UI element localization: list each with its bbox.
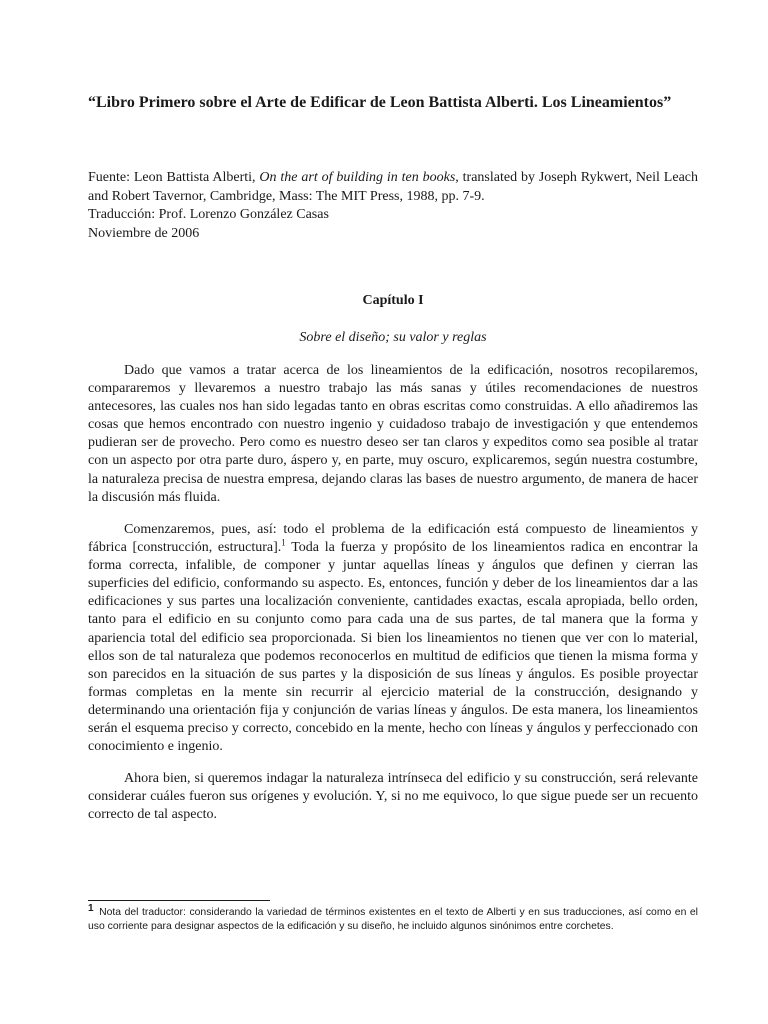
translation-credit: Traducción: Prof. Lorenzo González Casas	[88, 207, 329, 222]
footnote-reference[interactable]: 1	[281, 537, 286, 548]
chapter-heading: Capítulo I	[362, 293, 424, 308]
source-suffix: , translated by Joseph Rykwert, Neil Leach and Robert Tavernor, Cambridge, Mass: The MIT Press, 1988, pp. 7-9.	[88, 170, 698, 204]
source-citation	[88, 169, 698, 206]
footnote-divider	[88, 900, 270, 901]
source-book-title: On the art of building in ten books	[259, 170, 456, 185]
paragraph-1: Dado que vamos a tratar acerca de los lineamientos de la edificación, nosotros recopilaremos, compararemos y llevaremos a nuestro trabajo las más sanas y útiles recomendaciones de nuestros antecesores, las cuales nos han sido legadas tanto en obras escritas como construidas. A ello añadiremos las cosas que hemos encontrado con nuestro ingenio y cuidadoso trabajo de investigación y que entendemos pudieran ser de provecho. Pero como es nuestro deseo ser tan claros y expeditos como sea posible al tratar con un aspecto por otra parte duro, áspero y, en parte, muy oscuro, explicaremos, según nuestra costumbre, la naturaleza precisa de nuestra empresa, dejando claras las bases de nuestro argumento, de manera de hacer la discusión más fluida.	[88, 363, 698, 505]
document-title: “Libro Primero sobre el Arte de Edificar de Leon Battista Alberti. Los Lineamientos”	[88, 94, 672, 111]
paragraph-3: Ahora bien, si queremos indagar la naturaleza intrínseca del edificio y su construcción, será relevante considerar cuáles fueron sus orígenes y evolución. Y, si no me equivoco, lo que sigue puede ser un recuento correcto de tal aspecto.	[88, 771, 698, 823]
paragraph-2-part-b: Toda la fuerza y propósito de los lineamientos radica en encontrar la forma correcta, infalible, de componer y juntar aquellas líneas y ángulos que definen y cierran las superficies del edificio, conformando su aspecto. Es, entonces, función y deber de los lineamientos dar a las edificaciones y sus partes una localización conveniente, cantidades exactas, escala apropiada, bello orden, tanto para el edificio en su conjunto como para cada una de sus partes, de tal manera que la forma y apariencia total del edificio sea proporcionada. Si bien los lineamientos no tienen que ver con lo material, ellos son de tal naturaleza que podemos reconocerlos en multitud de edificios que tienen la misma forma y son parecidos en la situación de sus partes y la disposición de sus líneas y ángulos. Es posible proyectar formas completas en la mente sin recurrir al ejercicio material de la construcción, designando y determinando una orientación fija y conjunción de varias líneas y ángulos. De esta manera, los lineamientos serán el esquema preciso y correcto, concebido en la mente, hecho con líneas y ángulos y perfeccionado con conocimiento e ingenio.	[88, 540, 699, 755]
chapter-subtitle: Sobre el diseño; su valor y reglas	[299, 330, 487, 345]
paragraph-2-part-a: Comenzaremos, pues, así: todo el problema de la edificación está compuesto de lineamientos y fábrica [construcción, estructura].	[88, 522, 698, 556]
document-date: Noviembre de 2006	[88, 225, 200, 241]
footnote-mark: 1	[88, 902, 94, 914]
source-prefix: Fuente: Leon Battista Alberti,	[88, 170, 260, 185]
footnote-text: Nota del traductor: considerando la variedad de términos existentes en el texto de Alberti y en sus traducciones, así como en el uso corriente para designar aspectos de la edificación y su diseño, he incluido algunos sinónimos entre corchetes.	[88, 907, 698, 932]
paragraph-2	[88, 521, 698, 756]
source-block	[88, 169, 698, 243]
footnote	[88, 902, 698, 934]
